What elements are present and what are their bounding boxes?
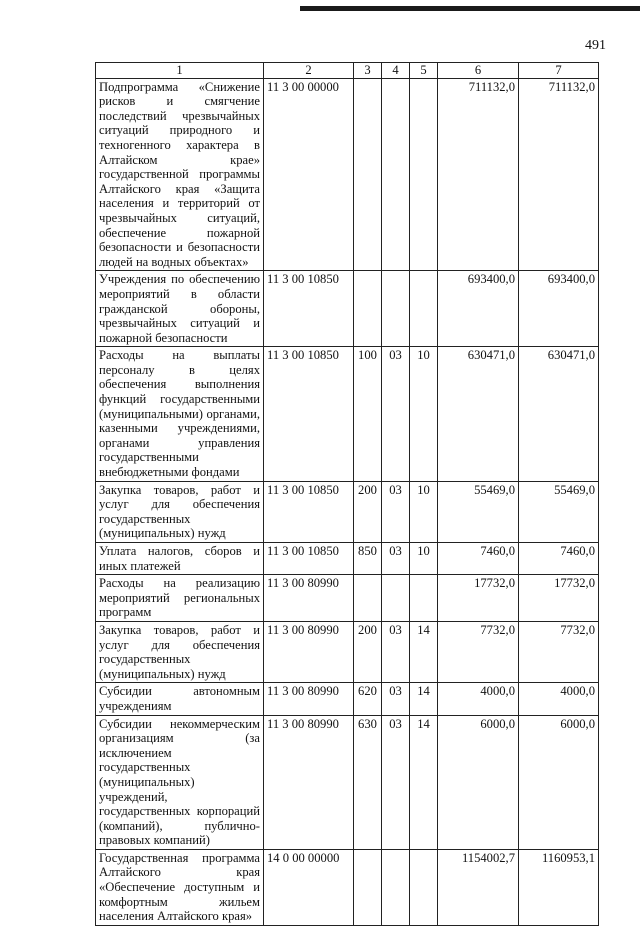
row-name: Подпрограмма «Снижение рисков и смягчение последствий чрезвычайных ситуаций природного и техногенного характера в Алтайском крае» государственной программы Алтайского края «Защита населения и территорий от чрезвычайных ситуаций, обеспечение пожарной безопасности и безопасности людей на водных объектах» [96,78,264,271]
row-name: Учреждения по обеспечению мероприятий в области гражданской обороны, чрезвычайных ситуаций и пожарной безопасности [96,271,264,347]
row-code: 11 3 00 80990 [264,621,354,682]
row-col6: 17732,0 [438,575,519,622]
budget-table [95,62,599,926]
header-cell: 1 [96,63,264,79]
table-row [96,715,599,849]
row-name: Закупка товаров, работ и услуг для обеспечения государственных (муниципальных) нужд [96,481,264,542]
row-col4 [382,271,410,347]
row-code: 11 3 00 10850 [264,481,354,542]
row-col3: 200 [354,481,382,542]
row-name: Субсидии некоммерческим организациям (за исключением государственных (муниципальных) учреждений, государственных корпораций (компаний), публично-правовых компаний) [96,715,264,849]
row-col6: 630471,0 [438,347,519,481]
page-number: 491 [585,38,606,53]
row-col5 [410,849,438,925]
row-col5 [410,575,438,622]
top-rule [300,6,640,11]
row-col4 [382,849,410,925]
row-col4 [382,78,410,271]
row-col5: 10 [410,481,438,542]
row-code: 11 3 00 80990 [264,575,354,622]
table-row [96,347,599,481]
row-col5 [410,271,438,347]
row-col4: 03 [382,621,410,682]
row-name: Субсидии автономным учреждениям [96,683,264,715]
row-col6: 7460,0 [438,543,519,575]
table-row [96,481,599,542]
table-row [96,271,599,347]
header-cell: 6 [438,63,519,79]
row-col3 [354,78,382,271]
row-col6: 7732,0 [438,621,519,682]
header-cell: 7 [519,63,599,79]
row-col7: 630471,0 [519,347,599,481]
row-col4: 03 [382,683,410,715]
row-col7: 6000,0 [519,715,599,849]
table-row [96,543,599,575]
row-col4 [382,575,410,622]
row-col3: 100 [354,347,382,481]
table-row [96,849,599,925]
row-col6: 693400,0 [438,271,519,347]
row-col4: 03 [382,347,410,481]
row-col6: 4000,0 [438,683,519,715]
row-name: Расходы на реализацию мероприятий региональных программ [96,575,264,622]
table-row [96,621,599,682]
row-col7: 17732,0 [519,575,599,622]
header-cell: 5 [410,63,438,79]
header-cell: 4 [382,63,410,79]
row-col5: 14 [410,683,438,715]
header-row [96,63,599,79]
row-code: 11 3 00 10850 [264,271,354,347]
table-row [96,683,599,715]
row-col7: 4000,0 [519,683,599,715]
table-row [96,78,599,271]
row-col6: 1154002,7 [438,849,519,925]
row-col3: 630 [354,715,382,849]
row-col3: 620 [354,683,382,715]
row-col7: 7460,0 [519,543,599,575]
row-col5 [410,78,438,271]
row-code: 11 3 00 00000 [264,78,354,271]
row-col6: 711132,0 [438,78,519,271]
row-name: Расходы на выплаты персоналу в целях обеспечения выполнения функций государственными (муниципальными) органами, казенными учреждениями, органами управления государственными внебюджетными фондами [96,347,264,481]
row-code: 11 3 00 10850 [264,543,354,575]
row-code: 11 3 00 80990 [264,683,354,715]
row-col4: 03 [382,715,410,849]
row-col3: 850 [354,543,382,575]
row-col7: 711132,0 [519,78,599,271]
table-row [96,575,599,622]
row-col5: 10 [410,347,438,481]
row-code: 11 3 00 80990 [264,715,354,849]
row-col3 [354,849,382,925]
row-code: 14 0 00 00000 [264,849,354,925]
row-col3 [354,271,382,347]
row-col5: 10 [410,543,438,575]
row-col5: 14 [410,621,438,682]
row-col6: 55469,0 [438,481,519,542]
row-col3: 200 [354,621,382,682]
header-cell: 2 [264,63,354,79]
row-code: 11 3 00 10850 [264,347,354,481]
row-name: Государственная программа Алтайского края «Обеспечение доступным и комфортным жильем населения Алтайского края» [96,849,264,925]
row-col7: 1160953,1 [519,849,599,925]
row-col7: 693400,0 [519,271,599,347]
row-col7: 7732,0 [519,621,599,682]
row-name: Закупка товаров, работ и услуг для обеспечения государственных (муниципальных) нужд [96,621,264,682]
row-col3 [354,575,382,622]
row-name: Уплата налогов, сборов и иных платежей [96,543,264,575]
row-col7: 55469,0 [519,481,599,542]
row-col5: 14 [410,715,438,849]
row-col4: 03 [382,543,410,575]
header-cell: 3 [354,63,382,79]
row-col6: 6000,0 [438,715,519,849]
row-col4: 03 [382,481,410,542]
